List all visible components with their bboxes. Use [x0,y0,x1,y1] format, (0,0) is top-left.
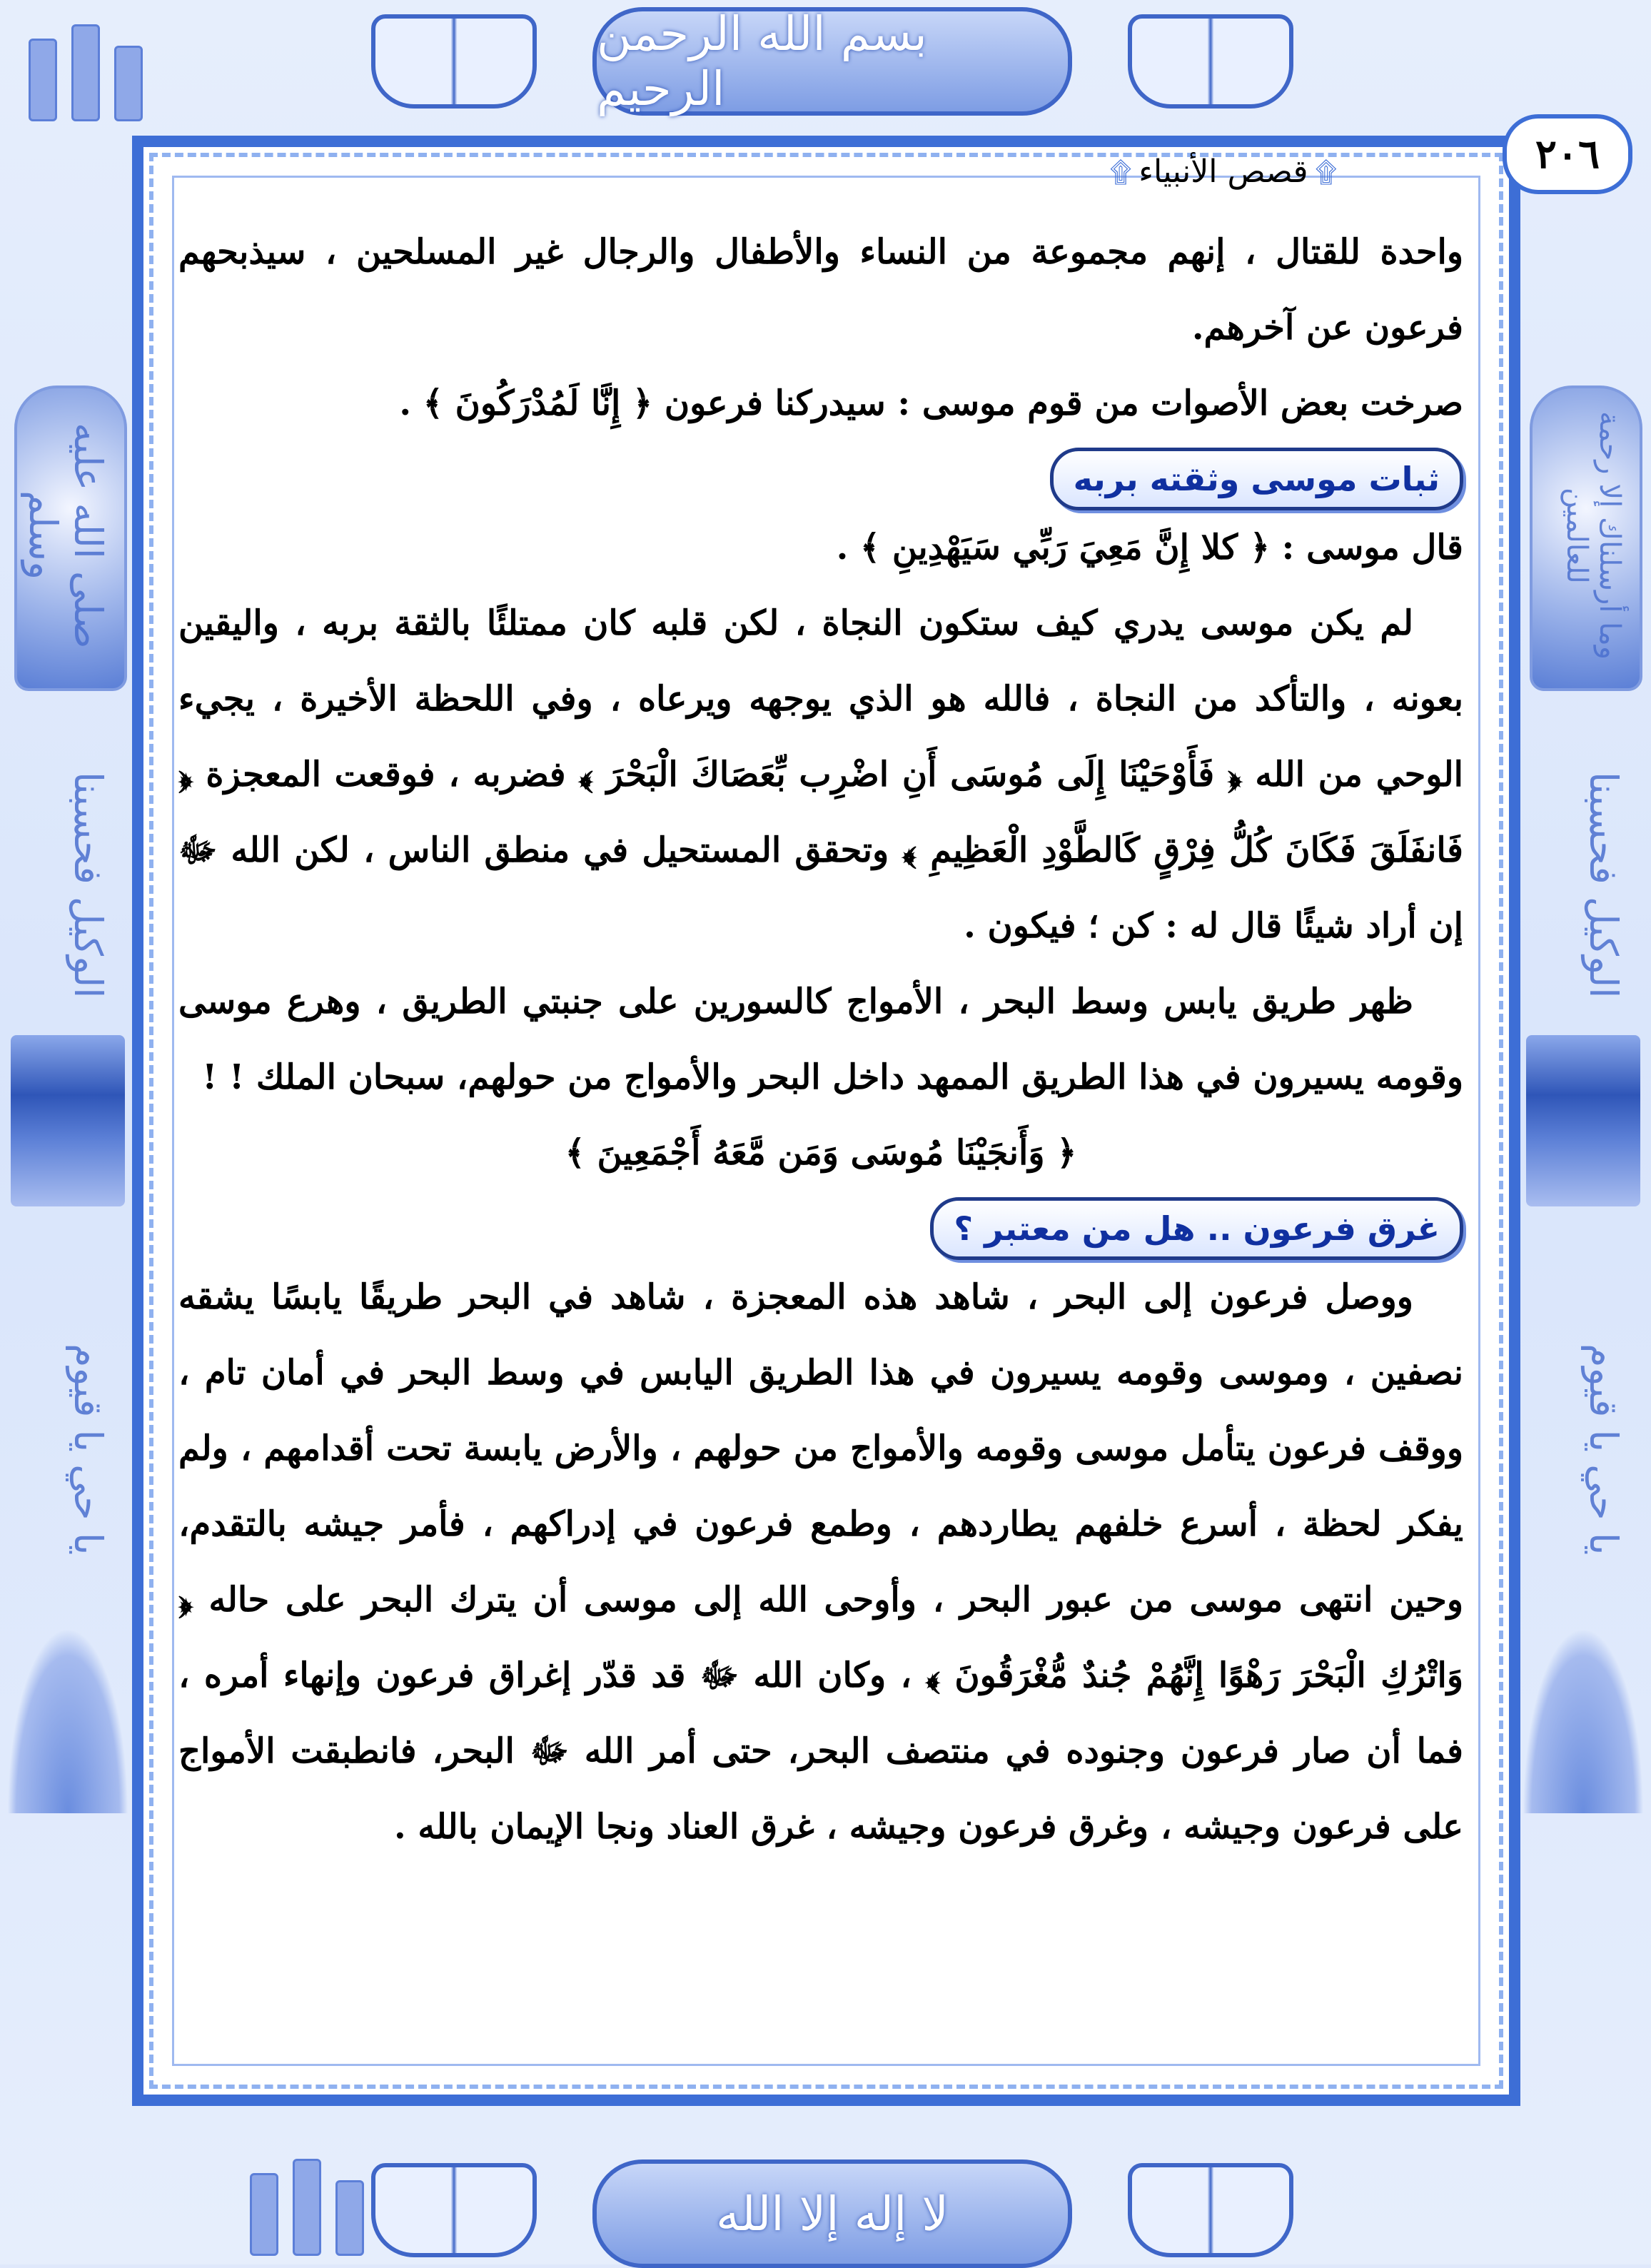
right-decoration [1515,157,1651,2127]
section-1-verse: ﴿ وَأَنجَيْنَا مُوسَى وَمَن مَّعَهُ أَجْمَعِينَ ﴾ [565,1133,1077,1173]
top-banner [592,7,1072,116]
heading-2: غرق فرعون .. هل من معتبر ؟ [930,1197,1463,1260]
left-dome-image [7,1628,128,1813]
bottom-right-book-icon [1128,2163,1293,2257]
section-1-line-1: قال موسى : ﴿ كلا إِنَّ مَعِيَ رَبِّي سَيَهْدِينِ ﴾ . [836,528,1463,568]
bottom-left-book-icon [371,2163,537,2257]
paragraph-2: صرخت بعض الأصوات من قوم موسى : سيدركنا فرعون ﴿ إِنَّا لَمُدْرَكُونَ ﴾ . [399,383,1463,423]
heading-2-row [178,1191,1463,1259]
book-title: ۩ قصص الأنبياء ۩ [1110,153,1337,190]
right-calligraphy-3: يا حي يا قيوم [1581,1343,1626,1556]
page-number: ٢٠٦ [1503,114,1632,194]
section-1-paragraph-3: ظهر طريق يابس وسط البحر ، الأمواج كالسورين على جنبتي الطريق ، وهرع موسى وقومه يسيرون في هذا الطريق الممهد داخل البحر والأمواج من حولهم، سبحان الملك ! ! [178,982,1463,1097]
bottom-banner-text: لا إله إلا الله [715,2186,949,2242]
top-banner-text: بسم الله الرحمن الرحيم [597,6,927,116]
section-2-paragraph-1: ووصل فرعون إلى البحر ، شاهد هذه المعجزة ، شاهد في البحر طريقًا يابسًا يشقه نصفين ، وموسى وقومه يسيرون في هذا الطريق اليابس في وسط البحر في أمان تام ، ووقف فرعون يتأمل موسى وقومه والأمواج من حولهم ، والأرض يابسة تحت أقدامهم ، ولم يفكر لحظة ، أسرع خلفهم يطاردهم ، وطمع فرعون في إدراكهم ، فأمر جيشه بالتقدم، وحين انتهى موسى من عبور البحر ، وأوحى الله إلى موسى أن يترك البحر على حاله ﴿ وَاتْرُكِ الْبَحْرَ رَهْوًا إِنَّهُمْ جُندٌ مُّغْرَقُونَ ﴾ ، وكان الله ﷻ قد قدّر إغراق فرعون وإنهاء أمره ، فما أن صار فرعون وجنوده في منتصف البحر، حتى أمر الله ﷻ البحر، فانطبقت الأمواج على فرعون وجيشه ، وغرق فرعون وجيشه ، غرق العناد ونجا الإيمان بالله . [178,1277,1464,1847]
top-candles-icon [14,14,157,121]
right-calligraphy-2: الوكيل فحسبنا [1581,772,1626,999]
heading-1-row [178,441,1463,510]
right-dome-image [1523,1628,1644,1813]
left-calligraphy-3: يا حي يا قيوم [66,1343,111,1556]
right-kaaba-image [1526,1035,1640,1206]
top-right-book-icon [1128,14,1293,109]
left-calligraphy-1: صلى الله عليه وسلم [21,422,111,649]
page-content [178,214,1463,1865]
right-calligraphy-1: وما أرسلناك إلا رحمة للعالمين [1560,410,1626,660]
left-decoration [0,157,136,2127]
left-calligraphy-2: الوكيل فحسبنا [66,772,111,999]
bottom-banner [592,2159,1072,2268]
heading-1: ثبات موسى وثقته بربه [1050,448,1463,510]
section-1-paragraph-2: لم يكن موسى يدري كيف ستكون النجاة ، لكن قلبه كان ممتلئًا بالثقة بربه ، واليقين بعونه ، والتأكد من النجاة ، فالله هو الذي يوجهه ويرعاه ، وفي اللحظة الأخيرة ، يجيء الوحي من الله ﴿ فَأَوْحَيْنَا إِلَى مُوسَى أَنِ اضْرِب بِّعَصَاكَ الْبَحْرَ ﴾ فضربه ، فوقعت المعجزة ﴿ فَانفَلَقَ فَكَانَ كُلُّ فِرْقٍ كَالطَّوْدِ الْعَظِيمِ ﴾ وتحقق المستحيل في منطق الناس ، لكن الله ﷻ إن أراد شيئًا قال له : كن ؛ فيكون . [178,603,1463,946]
top-left-book-icon [371,14,537,109]
paragraph-1: واحدة للقتال ، إنهم مجموعة من النساء والأطفال والرجال غير المسلحين ، سيذبحهم فرعون عن آخرهم. [178,232,1463,348]
left-kaaba-image [11,1035,125,1206]
bottom-candles-icon [236,2149,378,2256]
